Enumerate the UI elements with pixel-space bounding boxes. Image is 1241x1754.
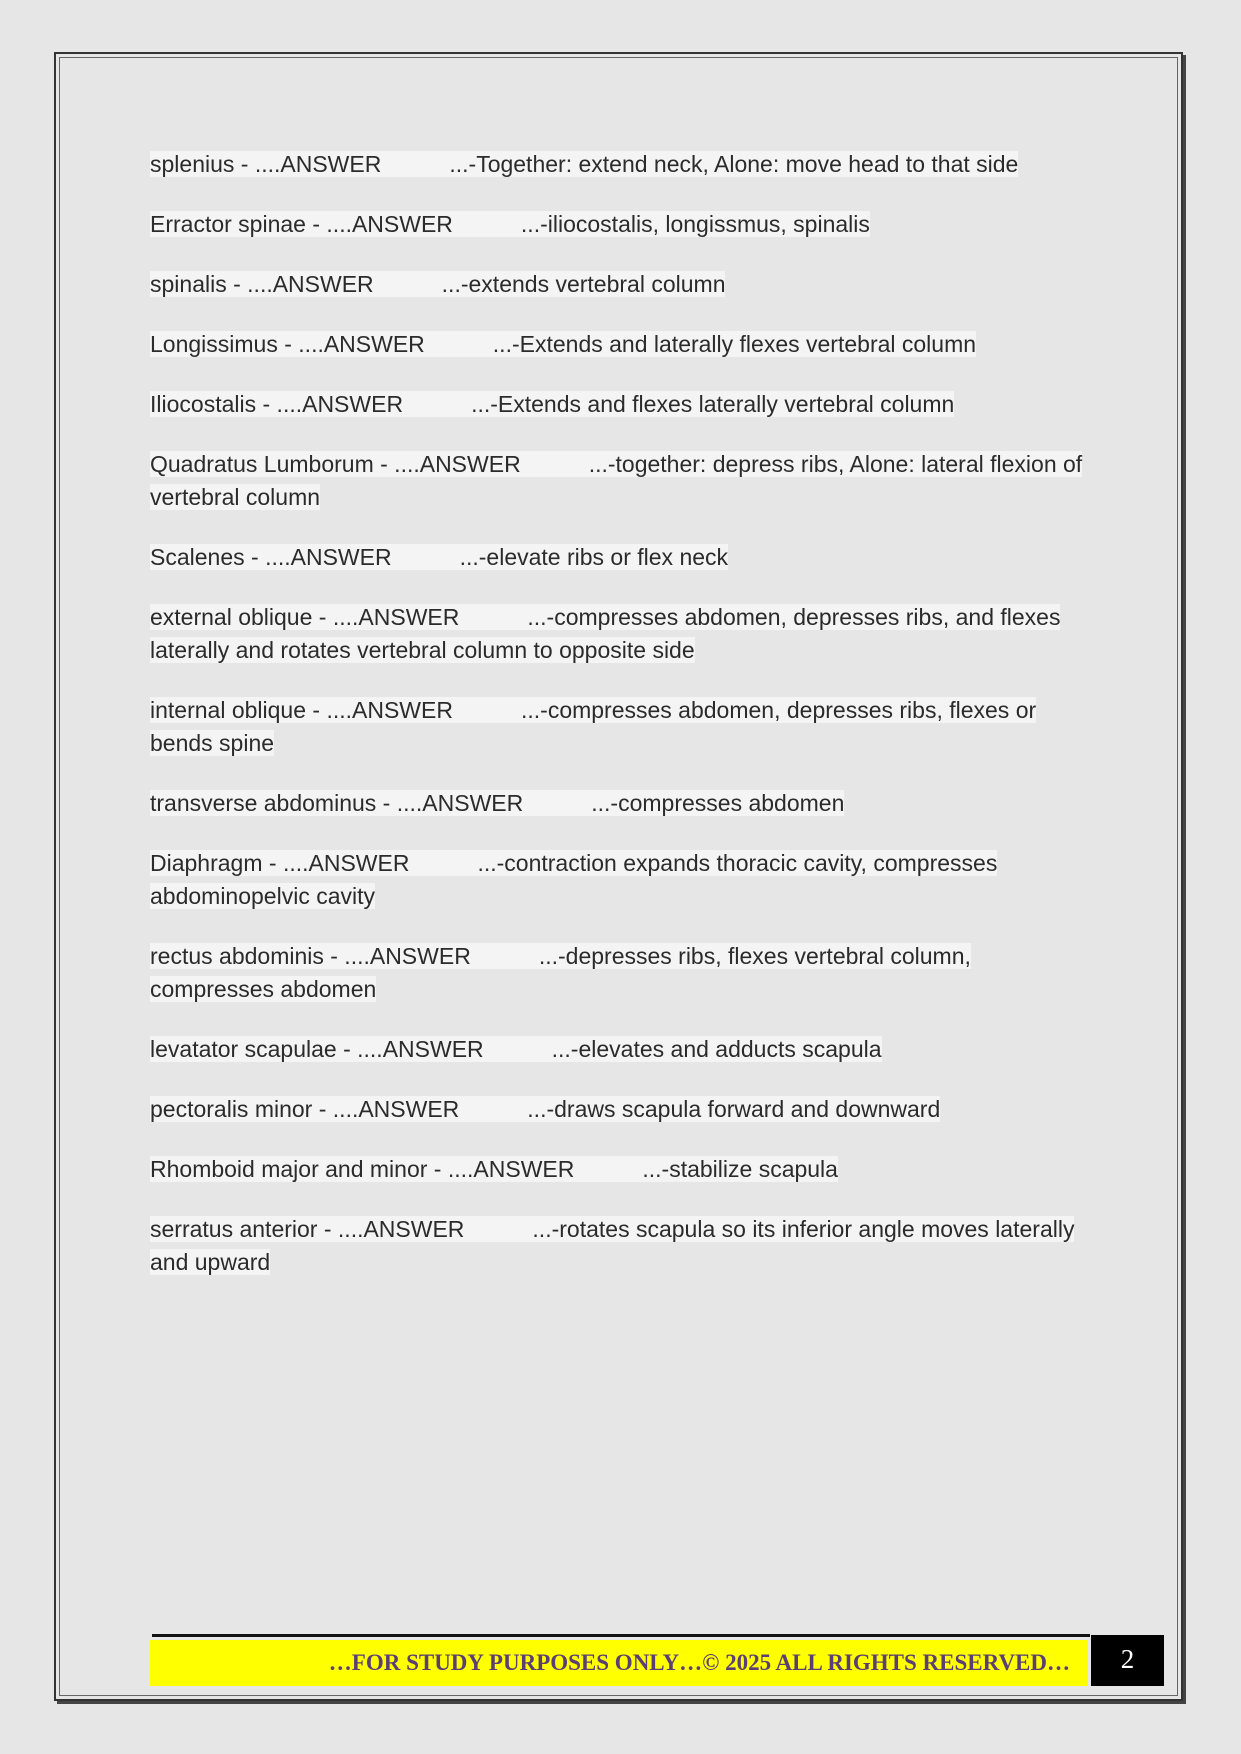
entry-answer-prefix: ...- <box>588 451 616 477</box>
entry-answer: iliocostalis, longissmus, spinalis <box>547 211 870 237</box>
entry-term: transverse abdominus <box>150 790 377 816</box>
entry-term: pectoralis minor <box>150 1096 313 1122</box>
entry-answer-prefix: ...- <box>538 943 566 969</box>
entry-separator: - ....ANSWER <box>376 790 524 816</box>
entry <box>150 940 1090 1006</box>
page-number: 2 <box>1091 1635 1164 1686</box>
entry-text <box>150 391 954 417</box>
entry-separator: - ....ANSWER <box>306 697 453 723</box>
entry-term: Iliocostalis <box>150 391 257 417</box>
entry-separator: - ....ANSWER <box>427 1156 575 1182</box>
entry-text <box>150 697 1036 756</box>
entry <box>150 328 1090 361</box>
entry <box>150 388 1090 421</box>
flashcard-list <box>150 148 1090 1306</box>
entry-text <box>150 1156 838 1182</box>
entry-term: external oblique <box>150 604 313 630</box>
entry-text <box>150 1216 1074 1275</box>
entry <box>150 847 1090 913</box>
footer-notice-text: …FOR STUDY PURPOSES ONLY…© 2025 ALL RIGHTS RESERVED… <box>328 1650 1070 1675</box>
entry-separator: - ....ANSWER <box>312 604 460 630</box>
entry <box>150 268 1090 301</box>
entry-text <box>150 451 1082 510</box>
entry-term: spinalis <box>150 271 227 297</box>
entry-separator: - ....ANSWER <box>312 1096 460 1122</box>
entry-text <box>150 151 1018 177</box>
entry-term: Erractor spinae <box>150 211 306 237</box>
entry-answer: Extends and laterally flexes vertebral column <box>519 331 977 357</box>
entry-separator: - ....ANSWER <box>305 211 453 237</box>
entry-separator: - ....ANSWER <box>262 850 410 876</box>
entry <box>150 1153 1090 1186</box>
entry-separator: - ....ANSWER <box>226 271 374 297</box>
entry-answer-prefix: ...- <box>459 544 487 570</box>
entry-term: rectus abdominis <box>150 943 324 969</box>
entry-answer-prefix: ...- <box>441 271 469 297</box>
entry-answer-prefix: ...- <box>520 697 548 723</box>
entry-answer-prefix: ...- <box>527 1096 555 1122</box>
entry-term: internal oblique <box>150 697 307 723</box>
entry-answer: draws scapula forward and downward <box>554 1096 941 1122</box>
entry-separator: - ....ANSWER <box>256 391 404 417</box>
entry-term: Longissimus <box>150 331 278 357</box>
entry <box>150 694 1090 760</box>
entry-text <box>150 1096 940 1122</box>
entry-text <box>150 790 844 816</box>
entry-answer-prefix: ...- <box>449 151 477 177</box>
entry-answer: compresses abdomen <box>618 790 845 816</box>
entry-separator: - ....ANSWER <box>336 1036 484 1062</box>
entry-text <box>150 943 971 1002</box>
entry-term: Rhomboid major and minor <box>150 1156 428 1182</box>
entry <box>150 541 1090 574</box>
entry-term: Scalenes <box>150 544 245 570</box>
entry-text <box>150 604 1060 663</box>
entry-text <box>150 850 997 909</box>
entry-separator: - ....ANSWER <box>317 1216 465 1242</box>
entry-answer: depresses ribs, flexes vertebral column, compresses abdomen <box>150 943 971 1002</box>
entry-answer-prefix: ...- <box>477 850 505 876</box>
entry-answer: Together: extend neck, Alone: move head to that side <box>476 151 1019 177</box>
entry-text <box>150 544 728 570</box>
entry-answer-prefix: ...- <box>532 1216 560 1242</box>
entry-term: Diaphragm <box>150 850 263 876</box>
entry-answer: compresses abdomen, depresses ribs, and flexes laterally and rotates vertebral column to opposite side <box>150 604 1061 663</box>
footer-rule <box>152 1634 1090 1637</box>
entry <box>150 1093 1090 1126</box>
entry <box>150 601 1090 667</box>
entry-answer: compresses abdomen, depresses ribs, flexes or bends spine <box>150 697 1037 756</box>
entry-term: splenius <box>150 151 235 177</box>
entry <box>150 1033 1090 1066</box>
entry <box>150 448 1090 514</box>
entry <box>150 208 1090 241</box>
entry-separator: - ....ANSWER <box>323 943 471 969</box>
entry-answer-prefix: ...- <box>642 1156 670 1182</box>
entry-answer: contraction expands thoracic cavity, compresses abdominopelvic cavity <box>150 850 998 909</box>
entry-answer: Extends and flexes laterally vertebral column <box>497 391 955 417</box>
entry-term: serratus anterior <box>150 1216 318 1242</box>
entry-answer: stabilize scapula <box>669 1156 838 1182</box>
entry-text <box>150 331 976 357</box>
entry <box>150 787 1090 820</box>
entry-answer-prefix: ...- <box>492 331 520 357</box>
entry-separator: - ....ANSWER <box>373 451 521 477</box>
entry-text <box>150 211 870 237</box>
entry-text <box>150 1036 882 1062</box>
entry-separator: - ....ANSWER <box>277 331 425 357</box>
entry-answer: extends vertebral column <box>468 271 726 297</box>
entry-term: Quadratus Lumborum <box>150 451 374 477</box>
entry-separator: - ....ANSWER <box>244 544 392 570</box>
entry-answer-prefix: ...- <box>527 604 555 630</box>
entry <box>150 1213 1090 1279</box>
entry-answer-prefix: ...- <box>591 790 619 816</box>
entry-answer: elevates and adducts scapula <box>578 1036 882 1062</box>
footer-notice <box>150 1640 1088 1686</box>
entry-answer: elevate ribs or flex neck <box>486 544 729 570</box>
entry-separator: - ....ANSWER <box>234 151 382 177</box>
entry-answer-prefix: ...- <box>520 211 548 237</box>
entry-term: levatator scapulae <box>150 1036 337 1062</box>
entry-answer: rotates scapula so its inferior angle moves laterally and upward <box>150 1216 1075 1275</box>
entry-answer-prefix: ...- <box>471 391 498 417</box>
entry-answer: together: depress ribs, Alone: lateral flexion of vertebral column <box>150 451 1083 510</box>
entry-text <box>150 271 725 297</box>
entry <box>150 148 1090 181</box>
entry-answer-prefix: ...- <box>551 1036 579 1062</box>
